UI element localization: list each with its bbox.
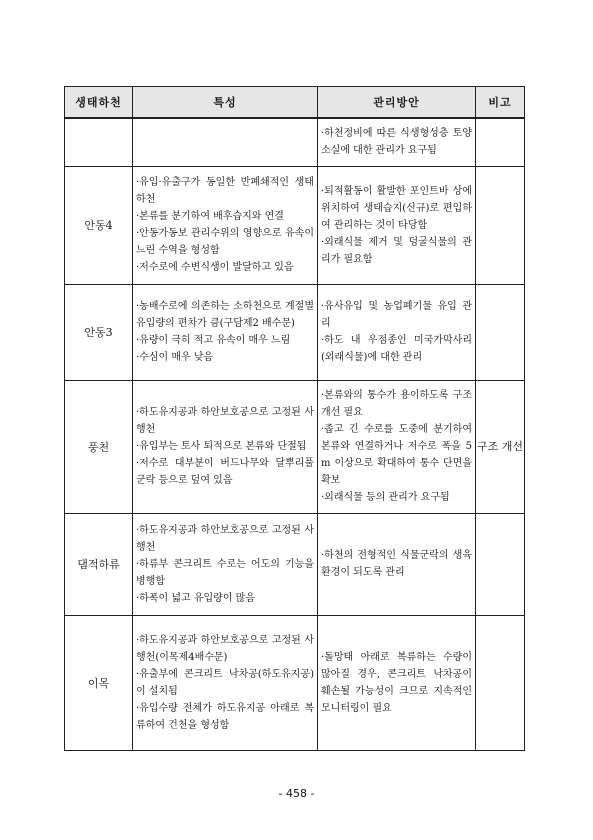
- management-item: ·외래식물 등의 관리가 요구됨: [321, 492, 450, 503]
- note-cell: 구조 개선: [476, 380, 525, 513]
- feature-item: ·하도유지공과 하안보호공으로 고정된 사행천(이목제4배수문): [136, 634, 314, 663]
- management-cell: [318, 118, 476, 166]
- feature-item: ·유량이 극히 적고 유속이 매우 느림: [136, 335, 291, 346]
- feature-item: ·유입수량 전체가 하도유지공 아래로 복류하여 건천을 형성함: [136, 702, 314, 731]
- management-cell: [318, 166, 476, 284]
- management-item: ·하천의 전형적인 식물군락의 생육환경이 되도록 관리: [321, 550, 472, 578]
- feature-item: ·농배수로에 의존하는 소하천으로 계절별 유입량의 편차가 큼(구담제2 배수문): [136, 301, 314, 329]
- management-item: ·외래식물 제거 및 덩굴식물의 관리가 필요함: [321, 236, 472, 265]
- feature-item: ·유입·유출구가 동일한 반폐쇄적인 생태하천: [136, 177, 314, 205]
- feature-item: ·하도유지공과 하안보호공으로 고정된 사행천: [136, 524, 314, 553]
- feature-item: ·저수로 대부분이 버드나무와 달뿌리풀 군락 등으로 덮여 있음: [136, 458, 314, 486]
- features-cell: [133, 380, 318, 513]
- management-cell: [318, 284, 476, 380]
- note-cell: [476, 284, 525, 380]
- header-note: 비고: [476, 87, 525, 119]
- ecological-stream-table: [64, 86, 525, 751]
- management-item: ·퇴적활동이 활발한 포인트바 상에 위치하여 생태습지(신규)로 편입하여 관리하는 것이 타당함: [321, 185, 472, 231]
- note-cell: [476, 615, 525, 750]
- management-item: ·좁고 긴 수로를 도중에 분기하여 본류와 연결하거나 저수로 폭을 5m 이상으로 확대하여 통수 단면을 확보: [321, 424, 472, 486]
- header-features: 특성: [133, 87, 318, 119]
- feature-item: ·하도유지공과 하안보호공으로 고정된 사행천: [136, 407, 314, 435]
- features-cell: [133, 513, 318, 615]
- management-cell: [318, 615, 476, 750]
- feature-item: ·하류부 콘크리트 수로는 어도의 기능을 병행함: [136, 558, 314, 587]
- note-cell: [476, 513, 525, 615]
- table-header-row: [65, 87, 525, 119]
- note-cell: [476, 118, 525, 166]
- feature-item: ·수심이 매우 낮음: [136, 352, 214, 363]
- stream-name: 풍천: [65, 380, 133, 513]
- stream-name: 안동3: [65, 284, 133, 380]
- feature-item: ·유입부는 토사 퇴적으로 본류와 단절됨: [136, 441, 307, 452]
- table-row: [65, 284, 525, 380]
- stream-name: [65, 118, 133, 166]
- features-cell: [133, 284, 318, 380]
- feature-item: ·저수로에 수변식생이 발달하고 있음: [136, 262, 294, 273]
- features-cell: [133, 118, 318, 166]
- header-management: 관리방안: [318, 87, 476, 119]
- feature-item: ·본류를 분기하여 배후습지와 연결: [136, 211, 284, 222]
- table-row: [65, 615, 525, 750]
- header-stream: 생태하천: [65, 87, 133, 119]
- management-cell: [318, 380, 476, 513]
- feature-item: ·하폭이 넓고 유입량이 많음: [136, 592, 255, 604]
- management-item: ·하도 내 우점종인 미국가막사리(외래식물)에 대한 관리: [321, 335, 472, 363]
- management-item: ·유사유입 및 농업폐기물 유입 관리: [321, 301, 472, 329]
- stream-name: 안동4: [65, 166, 133, 284]
- table-row: [65, 166, 525, 284]
- table-row: [65, 380, 525, 513]
- stream-name: 이목: [65, 615, 133, 750]
- features-cell: [133, 615, 318, 750]
- management-cell: [318, 513, 476, 615]
- table-row: [65, 513, 525, 615]
- management-item: ·본류와의 통수가 용이하도록 구조개선 필요: [321, 390, 472, 418]
- note-cell: [476, 166, 525, 284]
- management-item: ·하천정비에 따른 식생형성층 토양 소실에 대한 관리가 요구됨: [321, 128, 472, 157]
- features-cell: [133, 166, 318, 284]
- feature-item: ·유출부에 콘크리트 낙차공(하도유지공)이 설치됨: [136, 668, 314, 697]
- stream-name: 댐적하류: [65, 513, 133, 615]
- management-item: ·돌망태 아래로 복류하는 수량이 많아질 경우, 콘크리트 낙차공이 훼손될 가능성이 크므로 지속적인 모니터링이 필요: [321, 651, 472, 714]
- table-row: [65, 118, 525, 166]
- page-number: - 458 -: [278, 787, 315, 800]
- feature-item: ·안동가동보 관리수위의 영향으로 유속이 느린 수역을 형성함: [136, 228, 314, 256]
